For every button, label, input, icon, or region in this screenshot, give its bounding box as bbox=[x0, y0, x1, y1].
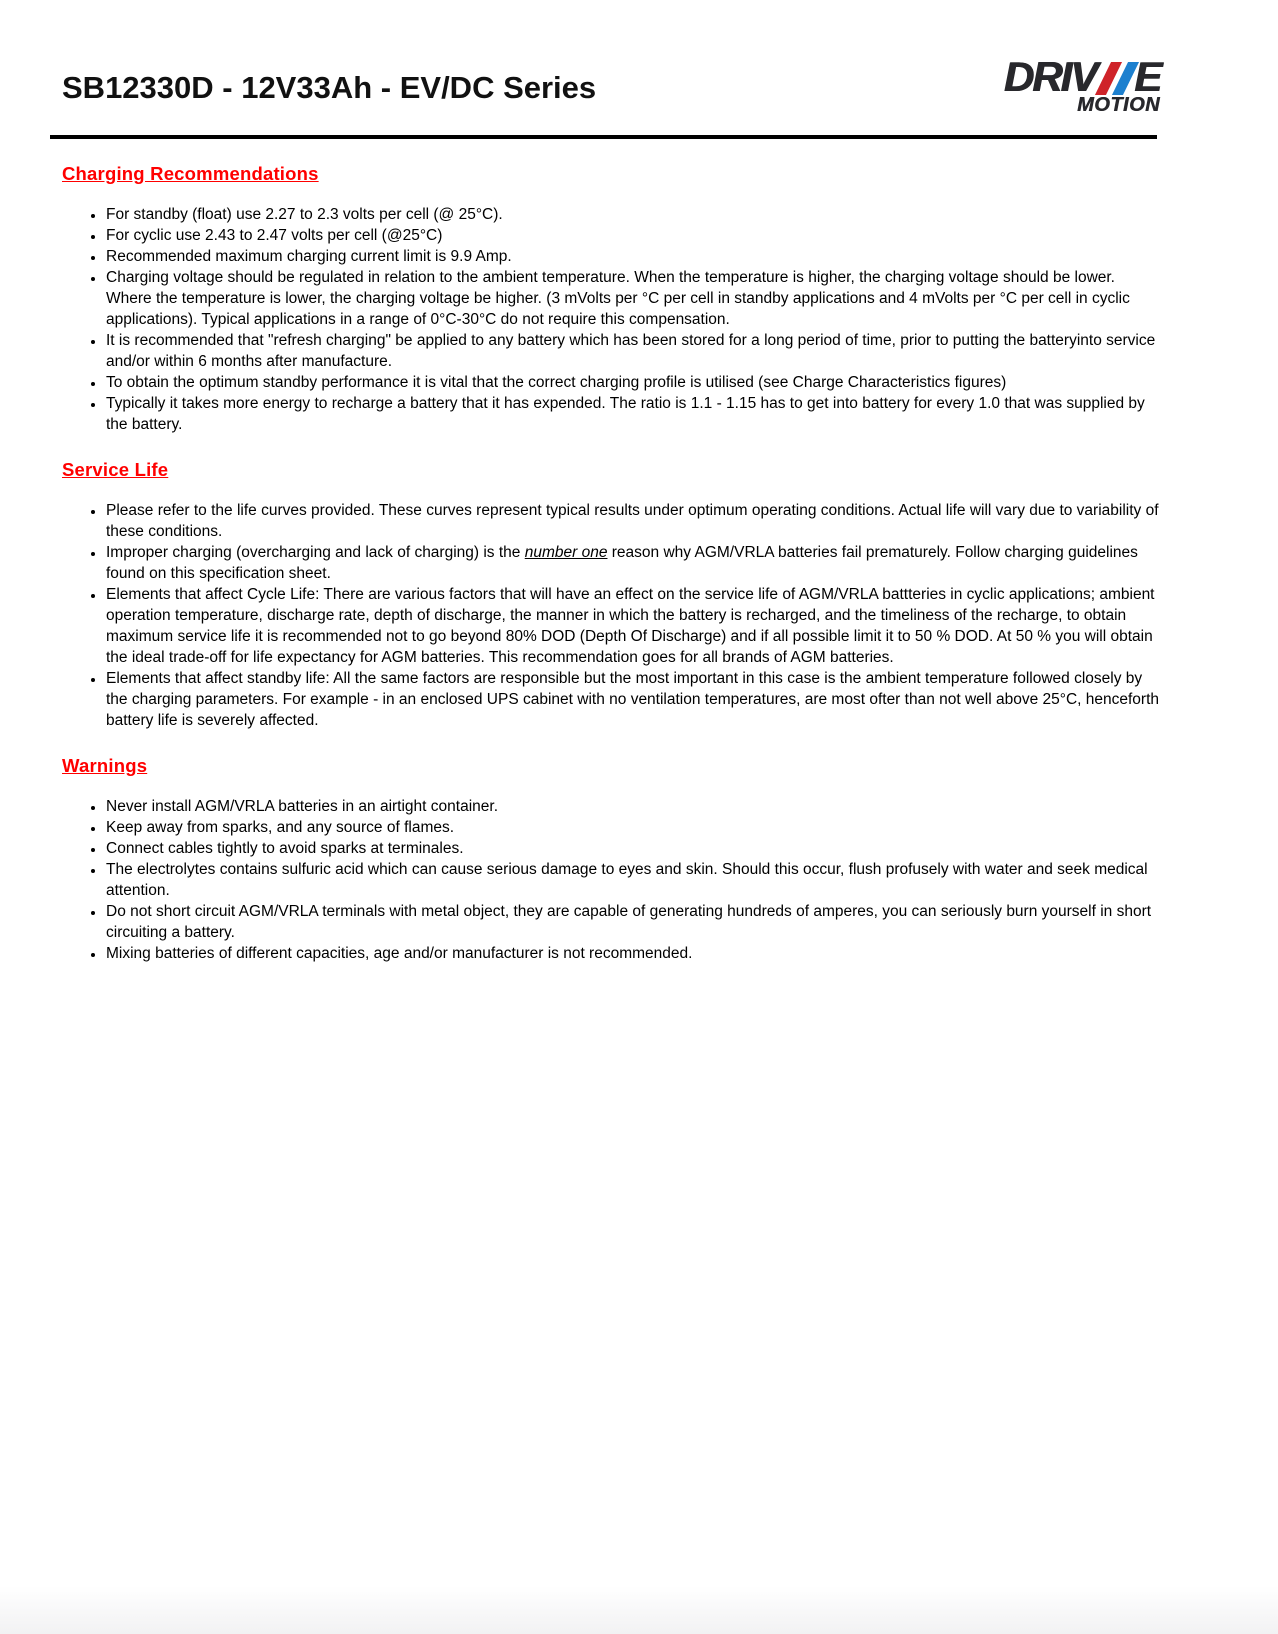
bullet-text: Elements that affect Cycle Life: There are various factors that will have an effect on the service life of AGM/VRLA battteries in cyclic applications; ambient operation temperature, discharge rate, depth of discharge, the manner in which the battery is recharged, and the timeliness of the recharge, to obtain maximum service life it is recommended not to go beyond 80% DOD (Depth Of Discharge) and if all possible limit it to 50 % DOD. At 50 % you will obtain the ideal trade-off for life expectancy for AGM batteries. This recommendation goes for all brands of AGM batteries. bbox=[106, 585, 1155, 666]
bullet-item bbox=[105, 901, 1160, 943]
bullet-text: Charging voltage should be regulated in relation to the ambient temperature. When the temperature is higher, the charging voltage should be lower. Where the temperature is lower, the charging voltage be higher. (3 mVolts per °C per cell in standby applications and 4 mVolts per °C per cell in cyclic applications). Typical applications in a range of 0°C-30°C do not require this compensation. bbox=[106, 268, 1130, 328]
bullet-item bbox=[105, 796, 1160, 817]
bullet-item bbox=[105, 838, 1160, 859]
bullet-item bbox=[105, 225, 1160, 246]
logo-drive-wordmark bbox=[948, 53, 1160, 100]
bullet-text: For cyclic use 2.43 to 2.47 volts per cell (@25°C) bbox=[106, 226, 443, 244]
section-charging-recommendations bbox=[62, 139, 1160, 435]
drive-motion-logo bbox=[948, 53, 1160, 117]
bullet-text: To obtain the optimum standby performance it is vital that the correct charging profile is utilised (see Charge Characteristics figures) bbox=[106, 373, 1007, 391]
logo-text-driv: DRIV bbox=[1003, 53, 1096, 100]
warnings-bullet-list bbox=[62, 796, 1160, 964]
section-heading-charging: Charging Recommendations bbox=[62, 162, 319, 184]
bullet-text: The electrolytes contains sulfuric acid which can cause serious damage to eyes and skin. Should this occur, flush profusely with water and seek medical attention. bbox=[106, 860, 1148, 899]
bullet-item bbox=[105, 372, 1160, 393]
service-life-bullet-list bbox=[62, 500, 1160, 731]
section-heading-warnings: Warnings bbox=[62, 754, 148, 776]
bullet-item bbox=[105, 859, 1160, 901]
section-warnings bbox=[62, 731, 1160, 964]
bullet-item bbox=[105, 393, 1160, 435]
bullet-item bbox=[105, 267, 1160, 330]
bullet-item bbox=[105, 817, 1160, 838]
bullet-item bbox=[105, 584, 1160, 668]
bullet-text: Connect cables tightly to avoid sparks at terminales. bbox=[106, 839, 464, 857]
bullet-text: Recommended maximum charging current limit is 9.9 Amp. bbox=[106, 247, 512, 265]
bullet-text: Do not short circuit AGM/VRLA terminals with metal object, they are capable of generating hundreds of amperes, you can seriously burn yourself in short circuiting a battery. bbox=[106, 902, 1152, 941]
page-title: SB12330D - 12V33Ah - EV/DC Series bbox=[62, 70, 597, 105]
bullet-text: Elements that affect standby life: All the same factors are responsible but the most important in this case is the ambient temperature followed closely by the charging parameters. For example - in an enclosed UPS cabinet with no ventilation temperatures, are most ofter than not well above 25°C, henceforth battery life is severely affected. bbox=[106, 669, 1160, 729]
bullet-item bbox=[105, 204, 1160, 225]
section-service-life bbox=[62, 435, 1160, 731]
charging-bullet-list bbox=[62, 204, 1160, 435]
bullet-text: Keep away from sparks, and any source of flames. bbox=[106, 818, 455, 836]
bullet-text: For standby (float) use 2.27 to 2.3 volts per cell (@ 25°C). bbox=[106, 205, 503, 223]
bullet-item bbox=[105, 500, 1160, 542]
emphasized-text: number one bbox=[524, 543, 608, 561]
page-header bbox=[0, 0, 1278, 117]
bullet-item bbox=[105, 668, 1160, 731]
bullet-item bbox=[105, 246, 1160, 267]
bullet-text: Improper charging (overcharging and lack of charging) is the bbox=[106, 543, 525, 561]
section-heading-service-life: Service Life bbox=[62, 458, 169, 480]
bullet-item bbox=[105, 943, 1160, 964]
bullet-text: It is recommended that "refresh charging" be applied to any battery which has been stored for a long period of time, prior to putting the batteryinto service and/or within 6 months after manufacture. bbox=[106, 331, 1156, 370]
logo-motion-wordmark: MOTION bbox=[1077, 93, 1160, 116]
bullet-text: Typically it takes more energy to recharge a battery that it has expended. The ratio is 1.1 - 1.15 has to get into battery for every 1.0 that was supplied by the battery. bbox=[106, 394, 1145, 433]
bullet-text: Mixing batteries of different capacities, age and/or manufacturer is not recommended. bbox=[106, 944, 693, 962]
bullet-item bbox=[105, 542, 1160, 584]
logo-text-e: E bbox=[1133, 53, 1160, 100]
page-bottom-fade bbox=[0, 1586, 1278, 1634]
bullet-text: reason why AGM/VRLA batteries fail prematurely. Follow charging guidelines found on this specification sheet. bbox=[106, 543, 1138, 582]
bullet-text: Never install AGM/VRLA batteries in an airtight container. bbox=[106, 797, 499, 815]
bullet-text: Please refer to the life curves provided. These curves represent typical results under optimum operating conditions. Actual life will vary due to variability of these conditions. bbox=[106, 501, 1159, 540]
bullet-item bbox=[105, 330, 1160, 372]
